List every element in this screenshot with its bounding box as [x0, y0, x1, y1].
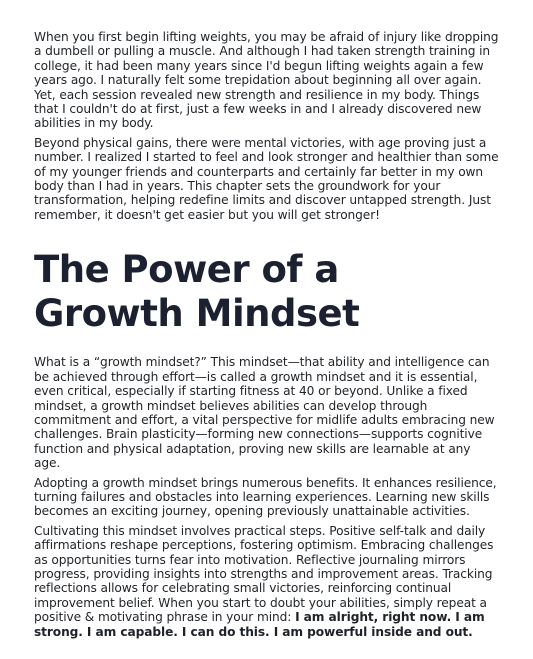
- section-paragraph-3: [34, 524, 500, 639]
- section-heading-line-2: Growth Mindset: [34, 292, 360, 336]
- section-paragraph-2: Adopting a growth mindset brings numerous benefits. It enhances resilience, turning failures and obstacles into learning experiences. Learning new skills becomes an exciting journey, opening previously unattainable activities.: [34, 475, 497, 519]
- document-page: [34, 30, 500, 644]
- section-heading: [34, 248, 500, 336]
- intro-paragraph-1: When you first begin lifting weights, you may be afraid of injury like dropping a dumbell or pulling a muscle. And although I had taken strength training in college, it had been many years since I'd begun lifting weights again a few years ago. I naturally felt some trepidation about beginning all over again. Yet, each session revealed new strength and resilience in my body. Things that I couldn't do at first, just a few weeks in and I already discovered new abilities in my body.: [34, 30, 499, 131]
- section-paragraph-1: What is a “growth mindset?” This mindset—that ability and intelligence can be achieved through effort—is called a growth mindset and it is essential, even critical, especially if starting fitness at 40 or beyond. Unlike a fixed mindset, a growth mindset believes abilities can develop through commitment and effort, a vital perspective for midlife adults embracing new challenges. Brain plasticity—forming new connections—supports cognitive function and physical adaptation, proving new skills are learnable at any age.: [34, 355, 495, 471]
- section-paragraph-3-text: Cultivating this mindset involves practical steps. Positive self-talk and daily affirmations reshape perceptions, fostering optimism. Embracing challenges as opportunities turns fear into motivation. Reflective journaling mirrors progress, providing insights into strengths and improvement areas. Tracking reflections allows for celebrating small victories, reinforcing continual improvement belief. When you start to doubt your abilities, simply repeat a positive & motivating phrase in your mind:: [34, 523, 494, 625]
- section-heading-line-1: The Power of a: [34, 248, 339, 292]
- affirmation-bold-text: I am alright, right now. I am strong. I am capable. I can do this. I am powerful inside and out.: [34, 610, 485, 639]
- intro-paragraph-2: Beyond physical gains, there were mental victories, with age proving just a number. I realized I started to feel and look stronger and healthier than some of my younger friends and counterparts and certainly far better in my own body than I had in years. This chapter sets the groundwork for your transformation, helping redefine limits and discover untapped strength. Just remember, it doesn't get easier but you will get stronger!: [34, 135, 499, 222]
